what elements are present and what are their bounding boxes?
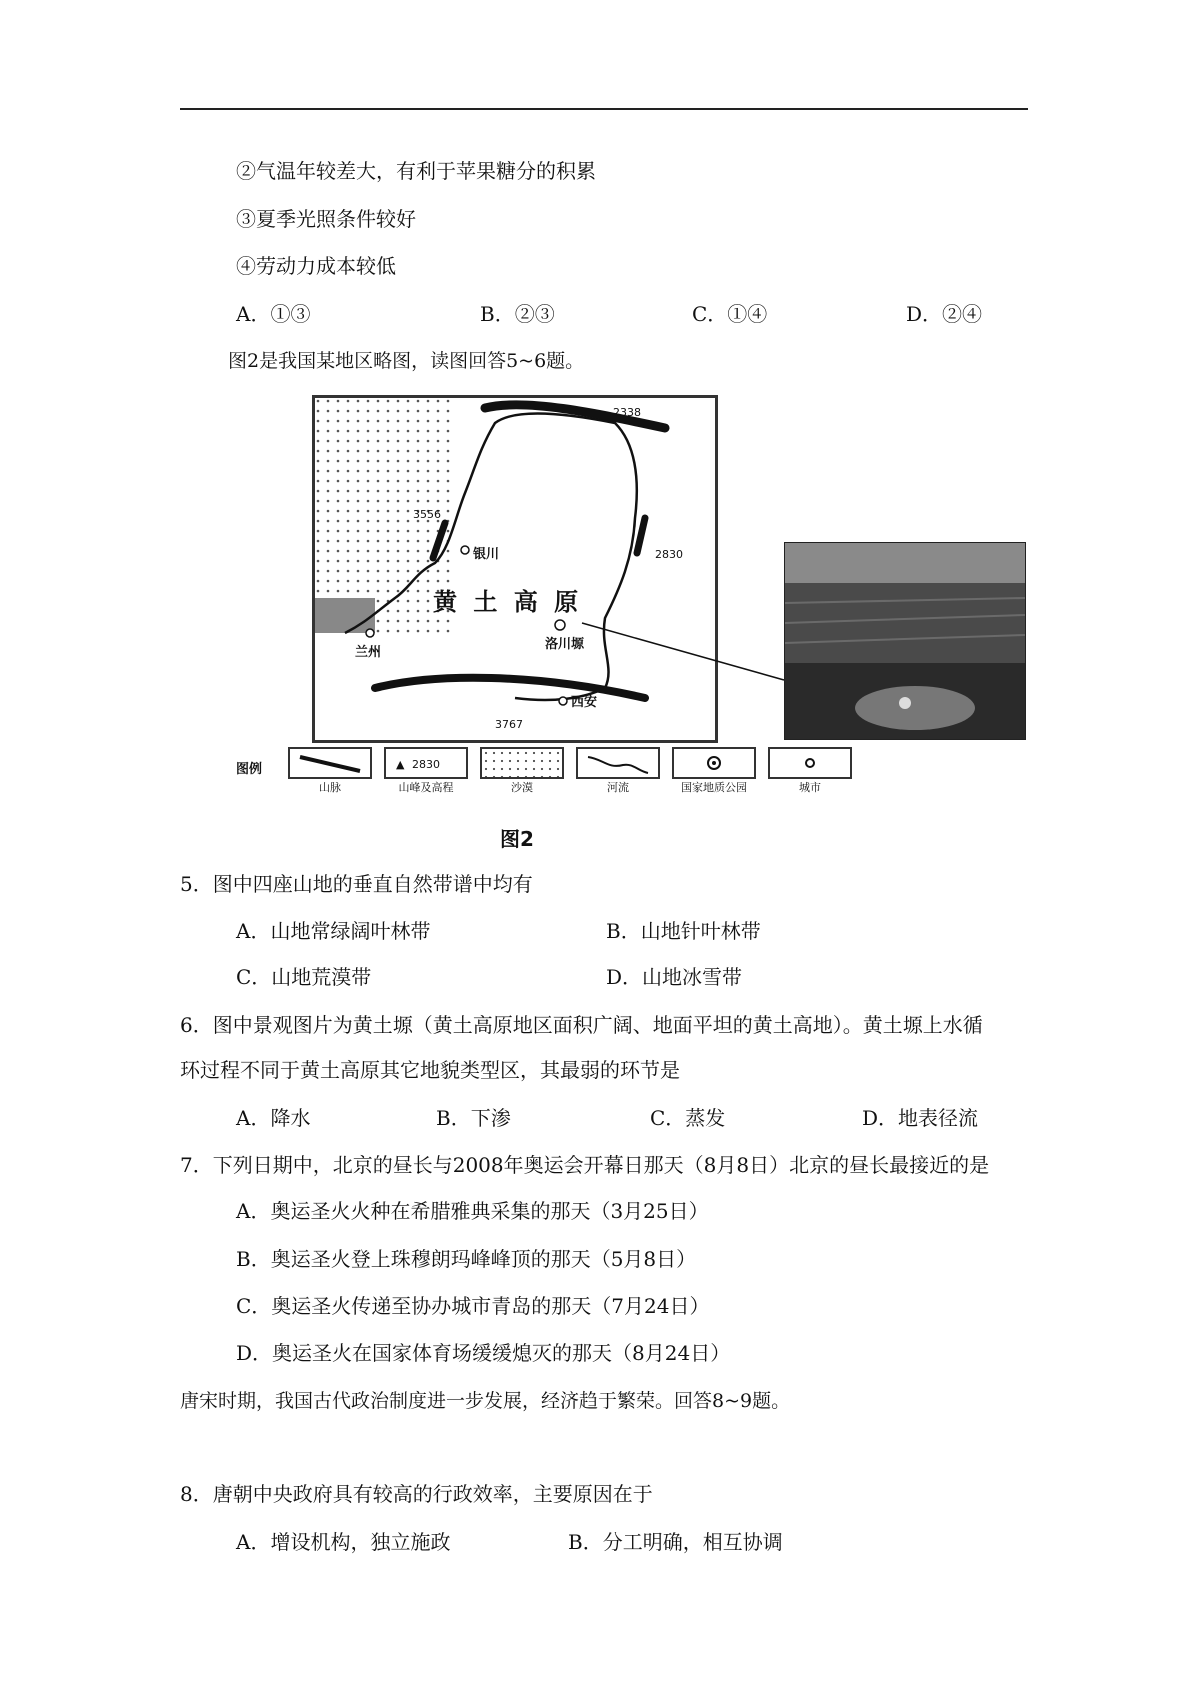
q6-option-d: D．地表径流 bbox=[862, 1106, 979, 1130]
q5-option-a: A．山地常绿阔叶林带 bbox=[236, 919, 431, 943]
q4-option-2: ②气温年较差大，有利于苹果糖分的积累 bbox=[236, 159, 596, 183]
q5-option-c: C．山地荒漠带 bbox=[236, 965, 372, 989]
landscape-photo-drawing bbox=[785, 543, 1025, 739]
peak-label-helan: 3556 bbox=[413, 508, 441, 521]
figure-caption: 图2 bbox=[500, 827, 534, 851]
q6-stem-line1: 6．图中景观图片为黄土塬（黄土高原地区面积广阔、地面平坦的黄土高地）。黄土塬上水循 bbox=[180, 1013, 983, 1037]
legend-peak bbox=[384, 747, 468, 779]
q6-option-a: A．降水 bbox=[236, 1106, 311, 1130]
q4-answer-a: A．①③ bbox=[236, 302, 311, 326]
intro-8-9: 唐宋时期，我国古代政治制度进一步发展，经济趋于繁荣。回答8~9题。 bbox=[180, 1390, 791, 1412]
legend-label-geopark: 国家地质公园 bbox=[681, 781, 747, 794]
legend-mountain-icon bbox=[290, 749, 370, 777]
q4-answer-d: D．②④ bbox=[906, 302, 983, 326]
peak-label-qinling: 3767 bbox=[495, 718, 523, 731]
svg-text:▲: ▲ bbox=[396, 758, 405, 771]
legend-label-desert: 沙漠 bbox=[511, 781, 533, 794]
peak-label-lvliang: 2830 bbox=[655, 548, 683, 561]
legend-title: 图例 bbox=[236, 762, 263, 777]
q4-answer-b: B．②③ bbox=[480, 302, 555, 326]
q7-option-b: B．奥运圣火登上珠穆朗玛峰峰顶的那天（5月8日） bbox=[236, 1247, 697, 1271]
legend-label-city: 城市 bbox=[799, 781, 821, 794]
q7-stem: 7．下列日期中，北京的昼长与2008年奥运会开幕日那天（8月8日）北京的昼长最接近的是 bbox=[180, 1153, 990, 1177]
q8-option-a: A．增设机构，独立施政 bbox=[236, 1530, 451, 1554]
intro-5-6: 图2是我国某地区略图，读图回答5~6题。 bbox=[228, 350, 585, 372]
legend-geopark-icon bbox=[674, 749, 754, 777]
q8-stem: 8．唐朝中央政府具有较高的行政效率，主要原因在于 bbox=[180, 1482, 653, 1506]
plateau-label: 黄 土 高 原 bbox=[433, 588, 583, 616]
q5-option-d: D．山地冰雪带 bbox=[606, 965, 743, 989]
q5-stem: 5．图中四座山地的垂直自然带谱中均有 bbox=[180, 872, 533, 896]
city-label-yinchuan: 银川 bbox=[473, 547, 500, 562]
q6-option-b: B．下渗 bbox=[436, 1106, 511, 1130]
legend-label-river: 河流 bbox=[607, 781, 629, 794]
legend-desert bbox=[480, 747, 564, 779]
q4-option-3: ③夏季光照条件较好 bbox=[236, 207, 416, 231]
q4-answer-c: C．①④ bbox=[692, 302, 768, 326]
legend-geopark bbox=[672, 747, 756, 779]
q6-option-c: C．蒸发 bbox=[650, 1106, 726, 1130]
peak-label-north: 2338 bbox=[613, 406, 641, 419]
q4-option-4: ④劳动力成本较低 bbox=[236, 254, 396, 278]
legend-label-mountain: 山脉 bbox=[319, 781, 341, 794]
q7-option-c: C．奥运圣火传递至协办城市青岛的那天（7月24日） bbox=[236, 1294, 710, 1318]
q7-option-d: D．奥运圣火在国家体育场缓缓熄灭的那天（8月24日） bbox=[236, 1341, 731, 1365]
legend-city bbox=[768, 747, 852, 779]
landscape-photo bbox=[784, 542, 1026, 740]
q6-stem-line2: 环过程不同于黄土高原其它地貌类型区，其最弱的环节是 bbox=[180, 1058, 680, 1082]
legend-label-peak: 山峰及高程 bbox=[398, 781, 454, 794]
q7-option-a: A．奥运圣火火种在希腊雅典采集的那天（3月25日） bbox=[236, 1199, 709, 1223]
city-label-xian: 西安 bbox=[571, 695, 598, 710]
legend-city-icon bbox=[770, 749, 850, 777]
legend-peak-sample: 2830 bbox=[412, 758, 440, 771]
q8-option-b: B．分工明确，相互协调 bbox=[568, 1530, 783, 1554]
q5-option-b: B．山地针叶林带 bbox=[606, 919, 761, 943]
geopark-label: 洛川塬 bbox=[545, 637, 585, 652]
legend-peak-icon bbox=[386, 749, 466, 777]
legend-river bbox=[576, 747, 660, 779]
legend-mountain bbox=[288, 747, 372, 779]
legend-river-icon bbox=[578, 749, 658, 777]
city-label-lanzhou: 兰州 bbox=[355, 645, 382, 660]
